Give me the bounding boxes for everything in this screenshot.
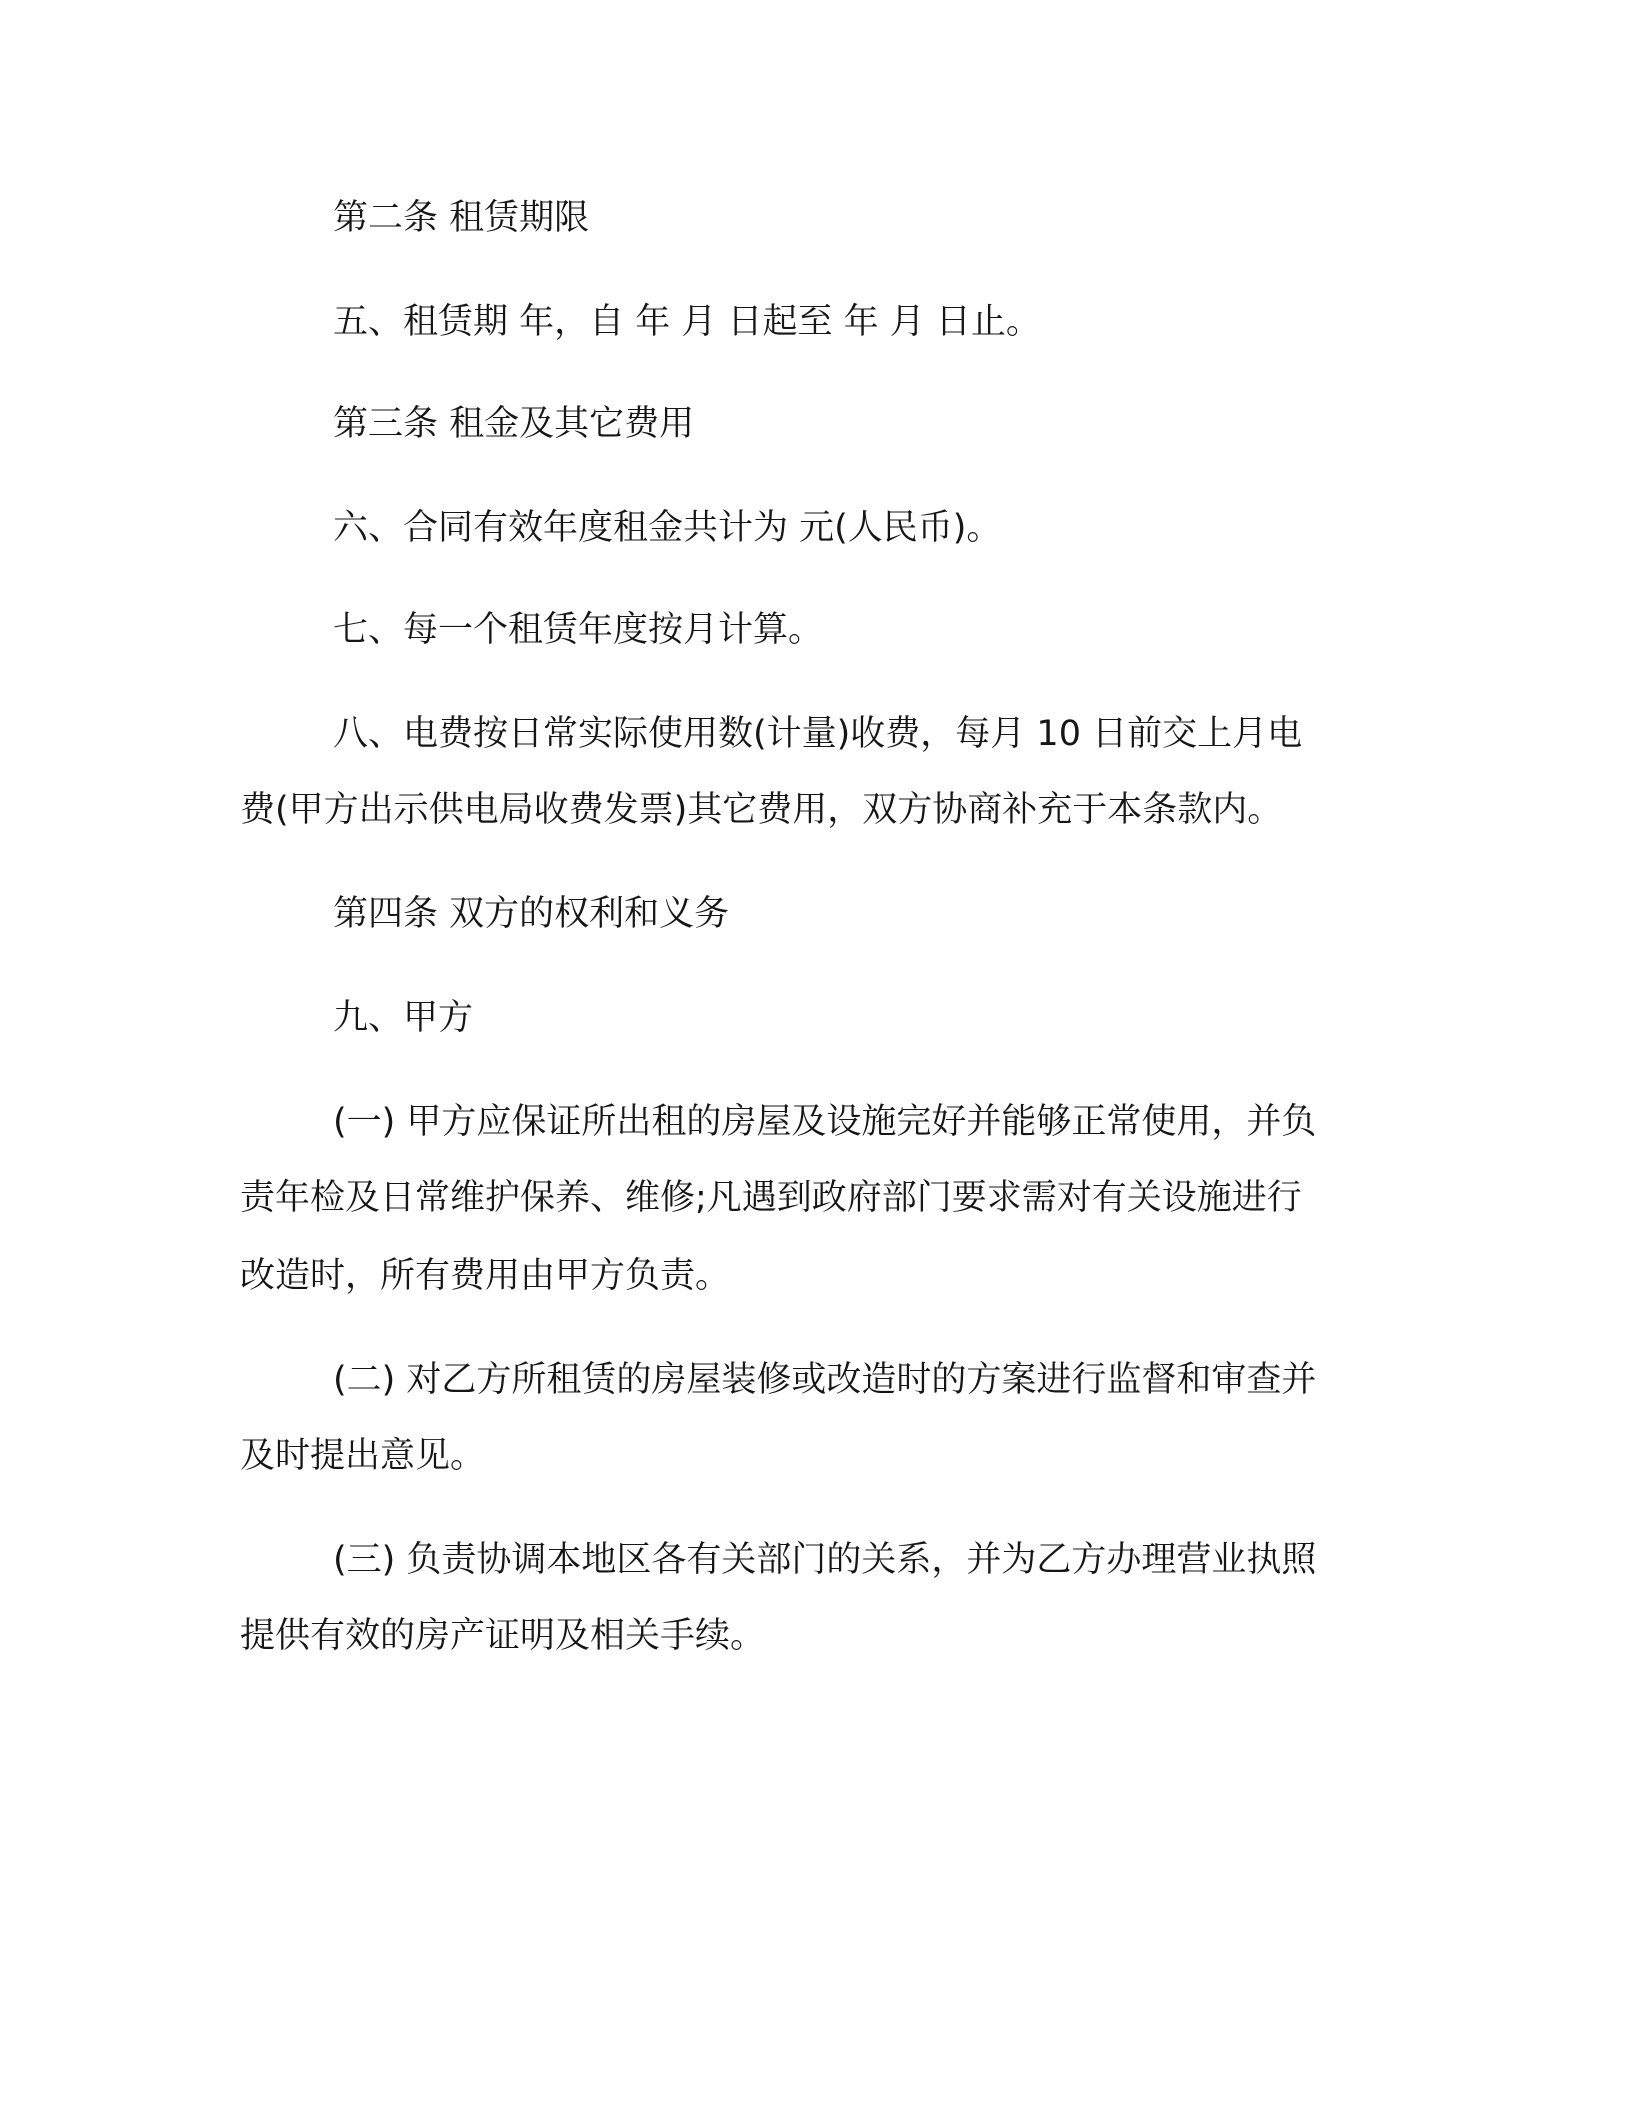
item-2-line-2: 及时提出意见。 xyxy=(240,1436,486,1476)
article-4-heading: 第四条 双方的权利和义务 xyxy=(333,894,730,934)
article-2-heading: 第二条 租赁期限 xyxy=(333,198,590,238)
article-3-heading: 第三条 租金及其它费用 xyxy=(333,404,695,444)
clause-9-heading: 九、甲方 xyxy=(333,998,474,1038)
item-3-line-2: 提供有效的房产证明及相关手续。 xyxy=(240,1616,766,1656)
clause-8-line-1: 八、电费按日常实际使用数(计量)收费，每月 10 日前交上月电 xyxy=(333,714,1303,754)
clause-6: 六、合同有效年度租金共计为 元(人民币)。 xyxy=(333,508,1002,548)
item-1-line-1: (一) 甲方应保证所出租的房屋及设施完好并能够正常使用，并负 xyxy=(333,1102,1317,1142)
item-3-line-1: (三) 负责协调本地区各有关部门的关系，并为乙方办理营业执照 xyxy=(333,1540,1317,1580)
item-2-line-1: (二) 对乙方所租赁的房屋装修或改造时的方案进行监督和审查并 xyxy=(333,1360,1317,1400)
clause-8-line-2: 费(甲方出示供电局收费发票)其它费用，双方协商补充于本条款内。 xyxy=(240,790,1283,830)
clause-7: 七、每一个租赁年度按月计算。 xyxy=(333,610,824,650)
item-1-line-2: 责年检及日常维护保养、维修;凡遇到政府部门要求需对有关设施进行 xyxy=(240,1178,1302,1218)
item-1-line-3: 改造时，所有费用由甲方负责。 xyxy=(240,1256,731,1296)
clause-5: 五、租赁期 年，自 年 月 日起至 年 月 日止。 xyxy=(333,302,1041,342)
